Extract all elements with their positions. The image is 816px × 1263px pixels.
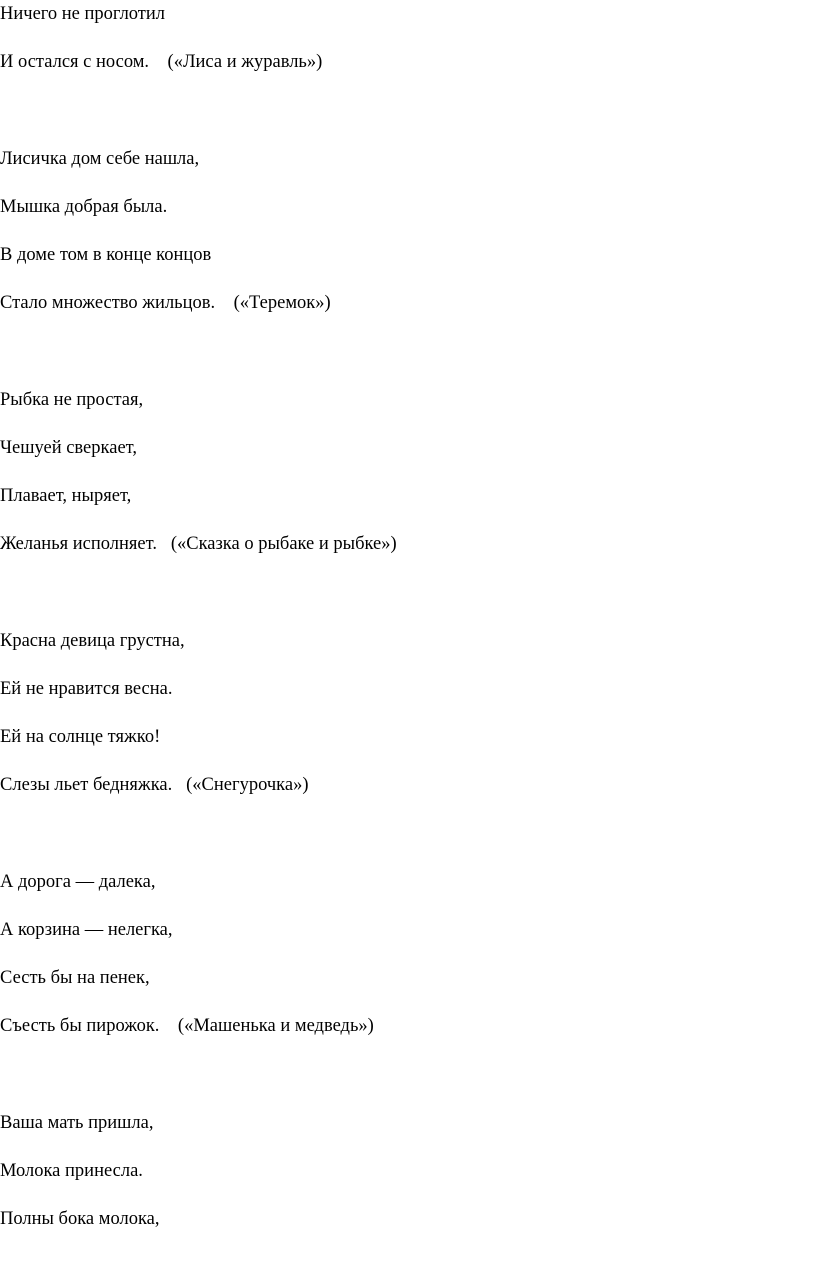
poem-line: Сесть бы на пенек, [0,968,150,988]
poem-line: Ваша мать пришла, [0,1113,154,1133]
poem-line: Ей на солнце тяжко! [0,727,161,747]
poem-line: Съесть бы пирожок. («Машенька и медведь») [0,1016,374,1036]
poem-line: Молока принесла. [0,1161,143,1181]
poem-line: Желанья исполняет. («Сказка о рыбаке и рыбке») [0,534,397,554]
poem-line: И остался с носом. («Лиса и журавль») [0,52,323,72]
poem-line: Стало множество жильцов. («Теремок») [0,293,331,313]
poem-line: Ничего не проглотил [0,4,166,24]
poem-line: Полны бока молока, [0,1209,160,1229]
poem-line: В доме том в конце концов [0,245,212,265]
poem-line: Рыбка не простая, [0,390,144,410]
poem-line: Слезы льет бедняжка. («Снегурочка») [0,775,309,795]
poem-line: Плавает, ныряет, [0,486,132,506]
poem-line: Чешуей сверкает, [0,438,137,458]
poem-line: А корзина — нелегка, [0,920,173,940]
poem-line: Лисичка дом себе нашла, [0,149,200,169]
poem-line: Красна девица грустна, [0,631,185,651]
poem-line: Мышка добрая была. [0,197,168,217]
poem-line: Ей не нравится весна. [0,679,173,699]
poem-line: А дорога — далека, [0,872,156,892]
